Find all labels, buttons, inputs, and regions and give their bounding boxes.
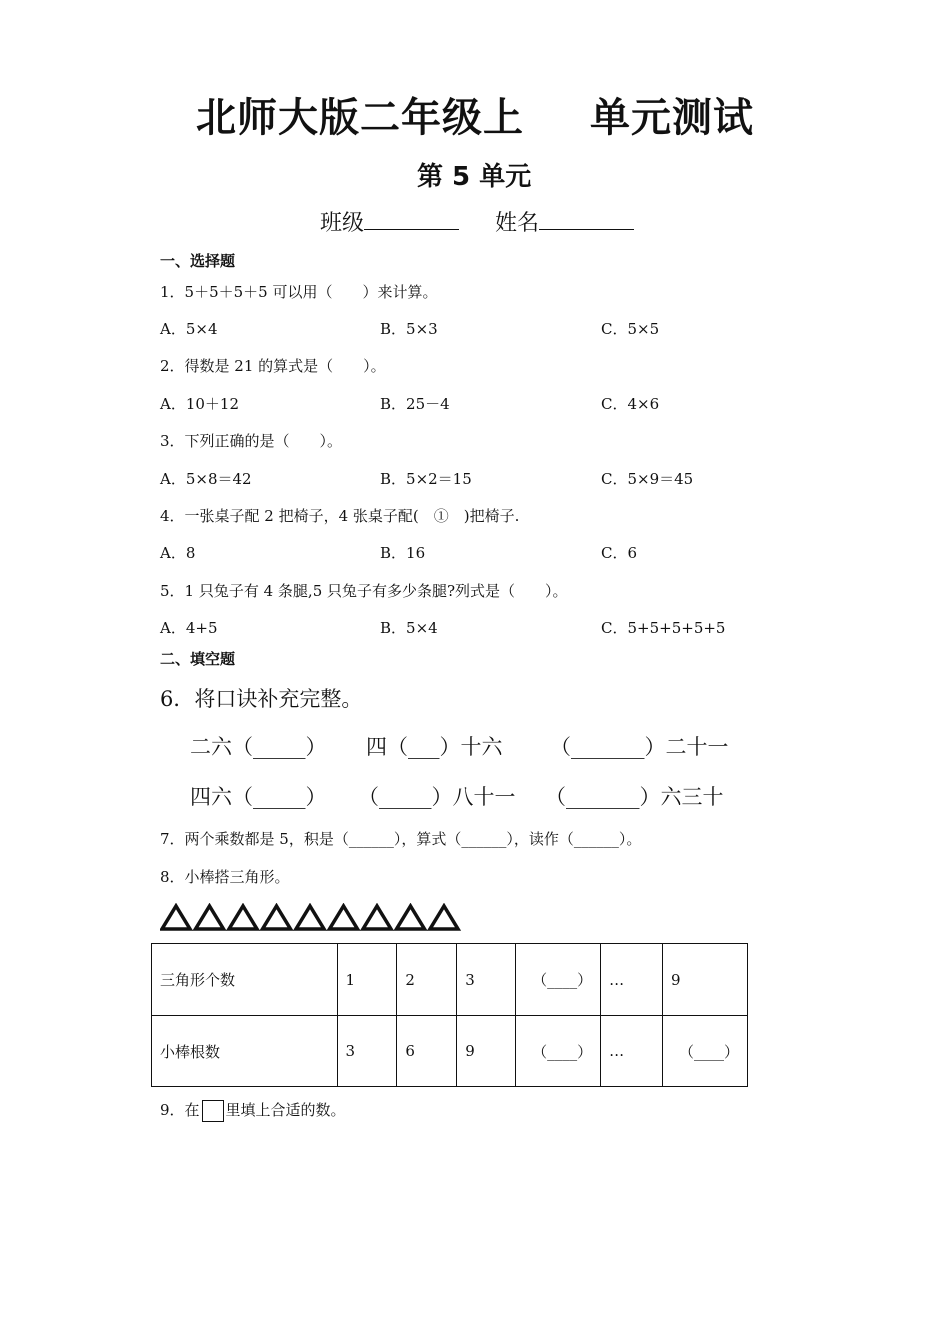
answer-box[interactable] <box>202 1100 224 1122</box>
table-cell: 小棒根数 <box>152 1016 338 1087</box>
table-cell: 三角形个数 <box>152 944 338 1016</box>
table-cell: … <box>601 1016 663 1087</box>
q6-row1-item1[interactable]: 二六（_____） <box>190 735 327 759</box>
q2-option-b[interactable]: B．25－4 <box>380 395 450 413</box>
q5-option-a[interactable]: A．4+5 <box>160 619 218 637</box>
q6-row1-item2[interactable]: 四（___）十六 <box>366 735 503 759</box>
triangle-icon <box>296 906 324 929</box>
question-8: 8．小棒搭三角形。 <box>160 868 290 886</box>
question-3: 3．下列正确的是（ ）。 <box>160 432 343 450</box>
class-blank[interactable] <box>364 209 459 230</box>
q6-row2-item3[interactable]: （_______）六三十 <box>545 785 724 809</box>
table-cell: 3 <box>457 944 516 1016</box>
section-heading-fill: 二、填空题 <box>160 650 236 668</box>
table-blank-cell[interactable]: （____） <box>662 1016 747 1087</box>
triangle-icon <box>430 906 458 929</box>
q6-row2-item1[interactable]: 四六（_____） <box>190 785 327 809</box>
triangle-icon <box>263 906 291 929</box>
table-cell: … <box>601 944 663 1016</box>
q9-text-before: 9．在 <box>160 1101 200 1119</box>
triangle-row <box>160 903 470 933</box>
table-blank-cell[interactable]: （____） <box>516 1016 601 1087</box>
question-9 <box>160 1099 346 1122</box>
triangle-icon <box>196 906 224 929</box>
name-blank[interactable] <box>539 209 634 230</box>
q2-option-a[interactable]: A．10＋12 <box>160 395 240 413</box>
question-2: 2．得数是 21 的算式是（ ）。 <box>160 357 386 375</box>
triangle-stick-table <box>151 943 748 1087</box>
question-7: 7．两个乘数都是 5，积是（______），算式（______），读作（______）。 <box>160 830 642 848</box>
q3-option-a[interactable]: A．5×8＝42 <box>160 470 252 488</box>
triangle-icon <box>330 906 358 929</box>
question-1: 1．5＋5＋5＋5 可以用（ ）来计算。 <box>160 283 438 301</box>
q1-option-a[interactable]: A．5×4 <box>160 320 218 338</box>
table-cell: 9 <box>662 944 747 1016</box>
table-cell: 2 <box>397 944 457 1016</box>
table-cell: 6 <box>397 1016 457 1087</box>
q3-option-c[interactable]: C．5×9＝45 <box>601 470 694 488</box>
q2-option-c[interactable]: C．4×6 <box>601 395 660 413</box>
q5-option-b[interactable]: B．5×4 <box>380 619 438 637</box>
unit-subtitle: 第 5 单元 <box>417 162 532 192</box>
table-blank-cell[interactable]: （____） <box>516 944 601 1016</box>
question-5: 5．1 只兔子有 4 条腿,5 只兔子有多少条腿?列式是（ ）。 <box>160 582 568 600</box>
page-title-right: 单元测试 <box>590 95 754 141</box>
question-6: 6．将口诀补充完整。 <box>160 687 363 711</box>
q4-option-a[interactable]: A．8 <box>160 544 196 562</box>
triangle-icon <box>162 906 190 929</box>
table-cell: 1 <box>337 944 397 1016</box>
table-cell: 3 <box>337 1016 397 1087</box>
page-title-left: 北师大版二年级上 <box>196 95 524 141</box>
triangle-icon <box>363 906 391 929</box>
table-row <box>152 1016 748 1087</box>
triangle-icon <box>229 906 257 929</box>
class-label: 班级 <box>320 211 365 236</box>
q3-option-b[interactable]: B．5×2＝15 <box>380 470 472 488</box>
q1-option-b[interactable]: B．5×3 <box>380 320 438 338</box>
q6-row1-item3[interactable]: （_______）二十一 <box>550 735 729 759</box>
q4-option-c[interactable]: C．6 <box>601 544 638 562</box>
triangle-icon <box>397 906 425 929</box>
section-heading-choice: 一、选择题 <box>160 252 236 270</box>
q6-row2-item2[interactable]: （_____）八十一 <box>358 785 516 809</box>
table-row <box>152 944 748 1016</box>
q1-option-c[interactable]: C．5×5 <box>601 320 660 338</box>
question-4: 4．一张桌子配 2 把椅子，4 张桌子配( ① )把椅子. <box>160 507 520 525</box>
q9-text-after: 里填上合适的数。 <box>225 1101 346 1119</box>
q4-option-b[interactable]: B．16 <box>380 544 426 562</box>
name-label: 姓名 <box>495 211 540 236</box>
class-name-line <box>320 206 634 237</box>
table-cell: 9 <box>457 1016 516 1087</box>
q5-option-c[interactable]: C．5+5+5+5+5 <box>601 619 726 637</box>
